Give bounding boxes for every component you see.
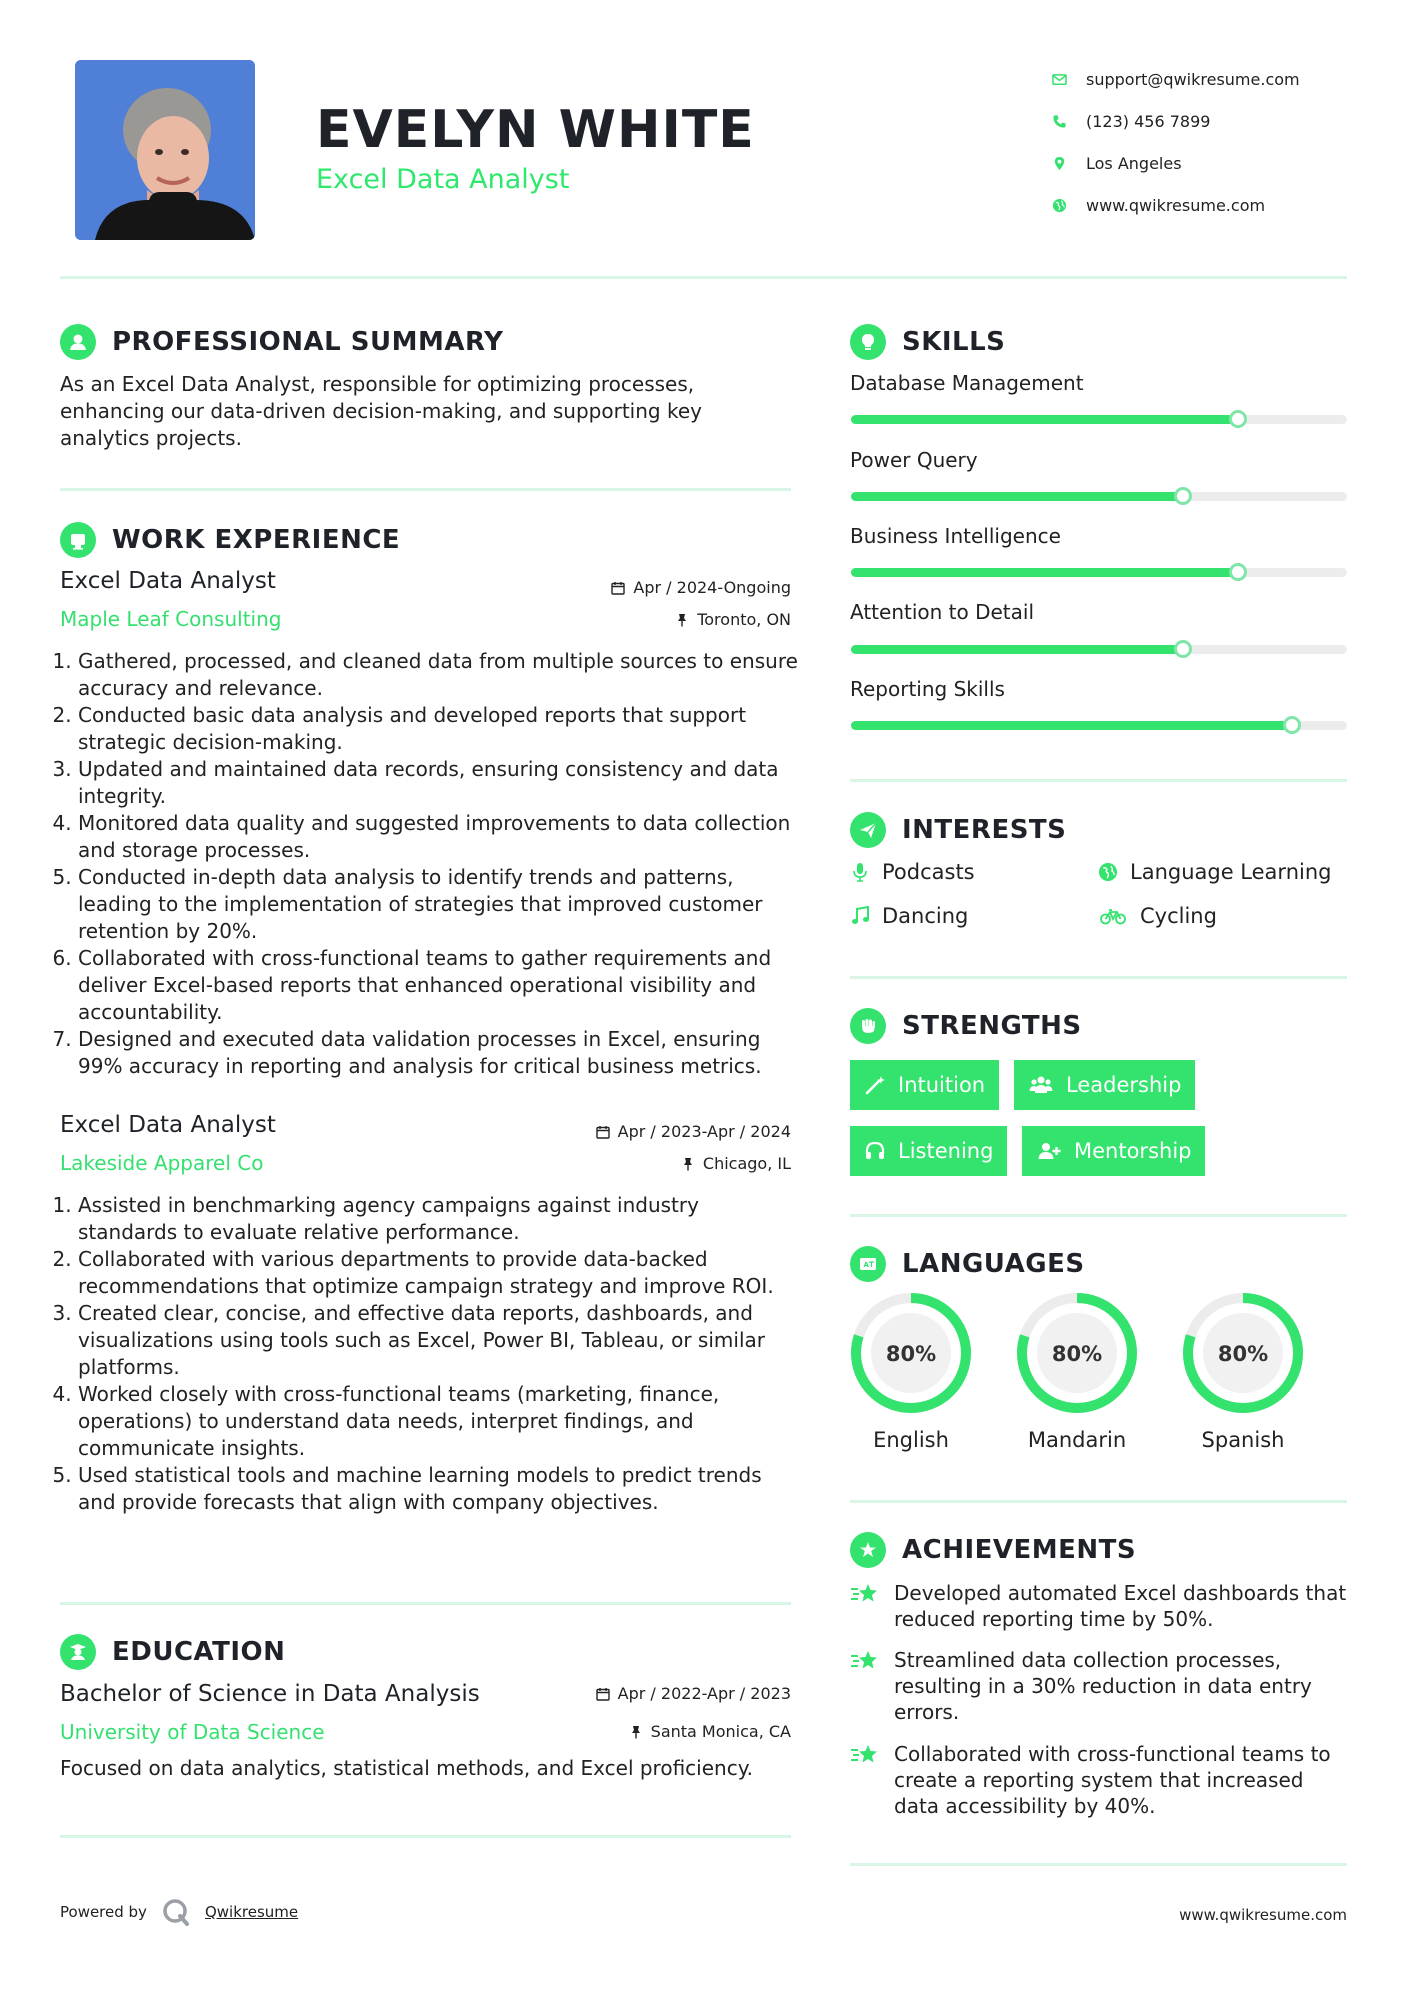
education-heading <box>60 1634 285 1670</box>
skill-bar-fill <box>851 492 1183 501</box>
job-2-title: Excel Data Analyst <box>60 1112 276 1138</box>
job-1-location-text: Toronto, ON <box>697 610 791 629</box>
pushpin-icon <box>629 1725 643 1739</box>
job-2-date-text: Apr / 2023-Apr / 2024 <box>617 1122 791 1141</box>
job-2-location-text: Chicago, IL <box>702 1154 791 1173</box>
job-1-company: Maple Leaf Consulting <box>60 607 282 631</box>
language-mandarin <box>1016 1292 1138 1452</box>
languages-divider <box>850 1500 1347 1503</box>
list-item: 4. Monitored data quality and suggested improvements to data collection and storage processes. <box>78 810 800 864</box>
shooting-star-icon <box>850 1741 880 1769</box>
interests-heading-text: INTERESTS <box>902 815 1067 845</box>
badge-icon <box>850 1532 886 1568</box>
education-school: University of Data Science <box>60 1720 325 1744</box>
interest-podcasts <box>850 860 975 884</box>
music-note-icon <box>850 906 870 926</box>
strength-label: Mentorship <box>1074 1139 1192 1163</box>
footer-brand-link[interactable]: Qwikresume <box>204 1903 299 1921</box>
education-degree: Bachelor of Science in Data Analysis <box>60 1681 480 1707</box>
summary-divider <box>60 488 791 491</box>
education-location-text: Santa Monica, CA <box>650 1722 791 1741</box>
strengths-divider <box>850 1214 1347 1217</box>
skill-bar-fill <box>851 721 1292 730</box>
portrait-image <box>75 60 255 240</box>
interest-label: Dancing <box>882 904 969 928</box>
education-heading-text: EDUCATION <box>112 1637 286 1667</box>
globe-icon <box>1098 862 1118 882</box>
candidate-title: Excel Data Analyst <box>316 164 570 195</box>
skill-bar-knob <box>1283 716 1301 734</box>
contact-location-text: Los Angeles <box>1086 153 1182 173</box>
job-1-title: Excel Data Analyst <box>60 568 276 594</box>
contact-email-text: support@qwikresume.com <box>1086 69 1300 89</box>
contact-list <box>1052 58 1300 226</box>
language-name: Spanish <box>1201 1428 1285 1452</box>
users-icon <box>1028 1074 1054 1096</box>
skill-bar-fill <box>851 415 1238 424</box>
experience-divider <box>60 1602 791 1605</box>
contact-phone-text: (123) 456 7899 <box>1086 111 1211 131</box>
achievement-text: Collaborated with cross-functional teams to create a reporting system that increased data accessibility by 40%. <box>894 1742 1331 1818</box>
pushpin-icon <box>681 1157 695 1171</box>
magic-wand-icon <box>864 1074 886 1096</box>
interest-label: Cycling <box>1140 904 1217 928</box>
list-item: 3. Updated and maintained data records, ensuring consistency and data integrity. <box>78 756 800 810</box>
job-2-bullets <box>60 1192 800 1516</box>
strength-chip-intuition <box>850 1060 999 1110</box>
skills-heading <box>850 324 1005 360</box>
education-location <box>629 1722 791 1741</box>
list-item: 2. Collaborated with various departments to provide data-backed recommendations that optimize campaign strategy and improve ROI. <box>78 1246 800 1300</box>
skill-name: Attention to Detail <box>850 600 1035 624</box>
summary-heading <box>60 324 503 360</box>
contact-phone[interactable] <box>1052 100 1300 142</box>
language-spanish <box>1182 1292 1304 1452</box>
list-item: 4. Worked closely with cross-functional teams (marketing, finance, operations) to understand data needs, interpret findings, and communicate insights. <box>78 1381 800 1462</box>
language-percent: 80% <box>1217 1342 1269 1366</box>
shooting-star-icon <box>850 1580 880 1608</box>
skill-bar <box>851 721 1347 730</box>
skill-bar-knob <box>1174 487 1192 505</box>
skill-bar <box>851 492 1347 501</box>
skill-name: Power Query <box>850 448 978 472</box>
interests-divider <box>850 976 1347 979</box>
summary-text: As an Excel Data Analyst, responsible for optimizing processes, enhancing our data-driven decision-making, and supporting key analytics projects. <box>60 372 702 450</box>
user-plus-icon <box>1036 1140 1062 1162</box>
list-item: 5. Used statistical tools and machine learning models to predict trends and provide forecasts that align with company objectives. <box>78 1462 800 1516</box>
achievement-text: Developed automated Excel dashboards that reduced reporting time by 50%. <box>894 1581 1347 1631</box>
interest-label: Language Learning <box>1130 860 1332 884</box>
shooting-star-icon <box>850 1647 880 1675</box>
strength-chip-listening <box>850 1126 1007 1176</box>
contact-email[interactable] <box>1052 58 1300 100</box>
map-pin-icon <box>1052 156 1086 171</box>
calendar-icon <box>596 1687 610 1701</box>
envelope-icon <box>1052 72 1086 87</box>
summary-heading-text: PROFESSIONAL SUMMARY <box>112 327 504 357</box>
calendar-icon <box>596 1125 610 1139</box>
job-2-company: Lakeside Apparel Co <box>60 1151 264 1175</box>
education-divider <box>60 1835 791 1838</box>
skill-bar-knob <box>1174 640 1192 658</box>
strength-chip-mentorship <box>1022 1126 1205 1176</box>
skill-name: Database Management <box>850 371 1084 395</box>
contact-website[interactable] <box>1052 184 1300 226</box>
languages-heading-text: LANGUAGES <box>902 1249 1085 1279</box>
strength-label: Intuition <box>898 1073 986 1097</box>
education-date <box>596 1684 791 1703</box>
graduate-icon <box>60 1634 96 1670</box>
skill-bar <box>851 568 1347 577</box>
skill-bar-knob <box>1229 410 1247 428</box>
language-gauge <box>1016 1292 1138 1414</box>
strengths-heading <box>850 1008 1082 1044</box>
education-description: Focused on data analytics, statistical methods, and Excel proficiency. <box>60 1756 754 1780</box>
language-gauge <box>850 1292 972 1414</box>
job-1-bullets <box>60 648 800 1080</box>
achievement-item <box>850 1741 1350 1819</box>
job-1-location <box>675 610 791 629</box>
list-item: 6. Collaborated with cross-functional teams to gather requirements and deliver Excel-based reports that enhanced operational visibility and accountability. <box>78 945 800 1026</box>
language-percent: 80% <box>885 1342 937 1366</box>
globe-icon <box>1052 198 1086 213</box>
list-item: 7. Designed and executed data validation processes in Excel, ensuring 99% accuracy in reporting and analysis for critical business metrics. <box>78 1026 800 1080</box>
education-date-text: Apr / 2022-Apr / 2023 <box>617 1684 791 1703</box>
footer-url[interactable]: www.qwikresume.com <box>1179 1906 1347 1924</box>
skills-divider <box>850 779 1347 782</box>
job-2-date <box>596 1122 791 1141</box>
skill-bar-fill <box>851 645 1183 654</box>
language-name: English <box>873 1428 949 1452</box>
phone-icon <box>1052 114 1086 129</box>
footer-powered-by <box>60 1897 298 1927</box>
profile-photo <box>75 60 255 240</box>
strength-label: Listening <box>898 1139 994 1163</box>
fist-icon <box>850 1008 886 1044</box>
translate-icon <box>850 1246 886 1282</box>
language-gauge <box>1182 1292 1304 1414</box>
skills-heading-text: SKILLS <box>902 327 1006 357</box>
interest-cycling <box>1098 904 1217 928</box>
achievement-item <box>850 1647 1350 1725</box>
contact-location <box>1052 142 1300 184</box>
job-1-date <box>611 578 791 597</box>
list-item: 2. Conducted basic data analysis and developed reports that support strategic decision-making. <box>78 702 800 756</box>
svg-text:A: A <box>863 1261 869 1269</box>
experience-heading <box>60 522 400 558</box>
user-icon <box>60 324 96 360</box>
list-item: 5. Conducted in-depth data analysis to identify trends and patterns, leading to the implementation of strategies that improved customer retention by 20%. <box>78 864 800 945</box>
list-item: 1. Gathered, processed, and cleaned data from multiple sources to ensure accuracy and relevance. <box>78 648 800 702</box>
strength-chip-leadership <box>1014 1060 1195 1110</box>
bicycle-icon <box>1098 906 1128 926</box>
contact-website-text: www.qwikresume.com <box>1086 195 1266 215</box>
candidate-name: EVELYN WHITE <box>316 100 755 160</box>
experience-heading-text: WORK EXPERIENCE <box>112 525 401 555</box>
microphone-icon <box>850 862 870 882</box>
interest-dancing <box>850 904 968 928</box>
skill-name: Business Intelligence <box>850 524 1061 548</box>
job-1-date-text: Apr / 2024-Ongoing <box>633 578 791 597</box>
achievement-text: Streamlined data collection processes, resulting in a 30% reduction in data entry errors. <box>894 1648 1312 1724</box>
achievement-item <box>850 1580 1350 1632</box>
skill-bar <box>851 645 1347 654</box>
achievements-divider <box>850 1863 1347 1866</box>
language-english <box>850 1292 972 1452</box>
skill-bar <box>851 415 1347 424</box>
interest-language-learning <box>1098 860 1331 884</box>
briefcase-icon <box>60 522 96 558</box>
skill-bar-fill <box>851 568 1238 577</box>
language-percent: 80% <box>1051 1342 1103 1366</box>
achievements-heading <box>850 1532 1136 1568</box>
strengths-heading-text: STRENGTHS <box>902 1011 1082 1041</box>
header-divider <box>60 276 1347 279</box>
footer-powered-text: Powered by <box>60 1903 147 1921</box>
job-2-location <box>681 1154 791 1173</box>
skill-name: Reporting Skills <box>850 677 1005 701</box>
strength-label: Leadership <box>1066 1073 1182 1097</box>
qwikresume-logo-icon <box>161 1897 191 1927</box>
calendar-icon <box>611 581 625 595</box>
list-item: 3. Created clear, concise, and effective data reports, dashboards, and visualizations using tools such as Excel, Power BI, Tableau, or similar platforms. <box>78 1300 800 1381</box>
lightbulb-icon <box>850 324 886 360</box>
language-name: Mandarin <box>1027 1428 1127 1452</box>
skill-bar-knob <box>1229 563 1247 581</box>
languages-heading <box>850 1246 1085 1282</box>
paper-plane-icon <box>850 812 886 848</box>
interests-heading <box>850 812 1066 848</box>
headphones-icon <box>864 1140 886 1162</box>
list-item: 1. Assisted in benchmarking agency campaigns against industry standards to evaluate relative performance. <box>78 1192 800 1246</box>
pushpin-icon <box>675 613 689 627</box>
achievements-heading-text: ACHIEVEMENTS <box>902 1535 1137 1565</box>
interest-label: Podcasts <box>882 860 975 884</box>
